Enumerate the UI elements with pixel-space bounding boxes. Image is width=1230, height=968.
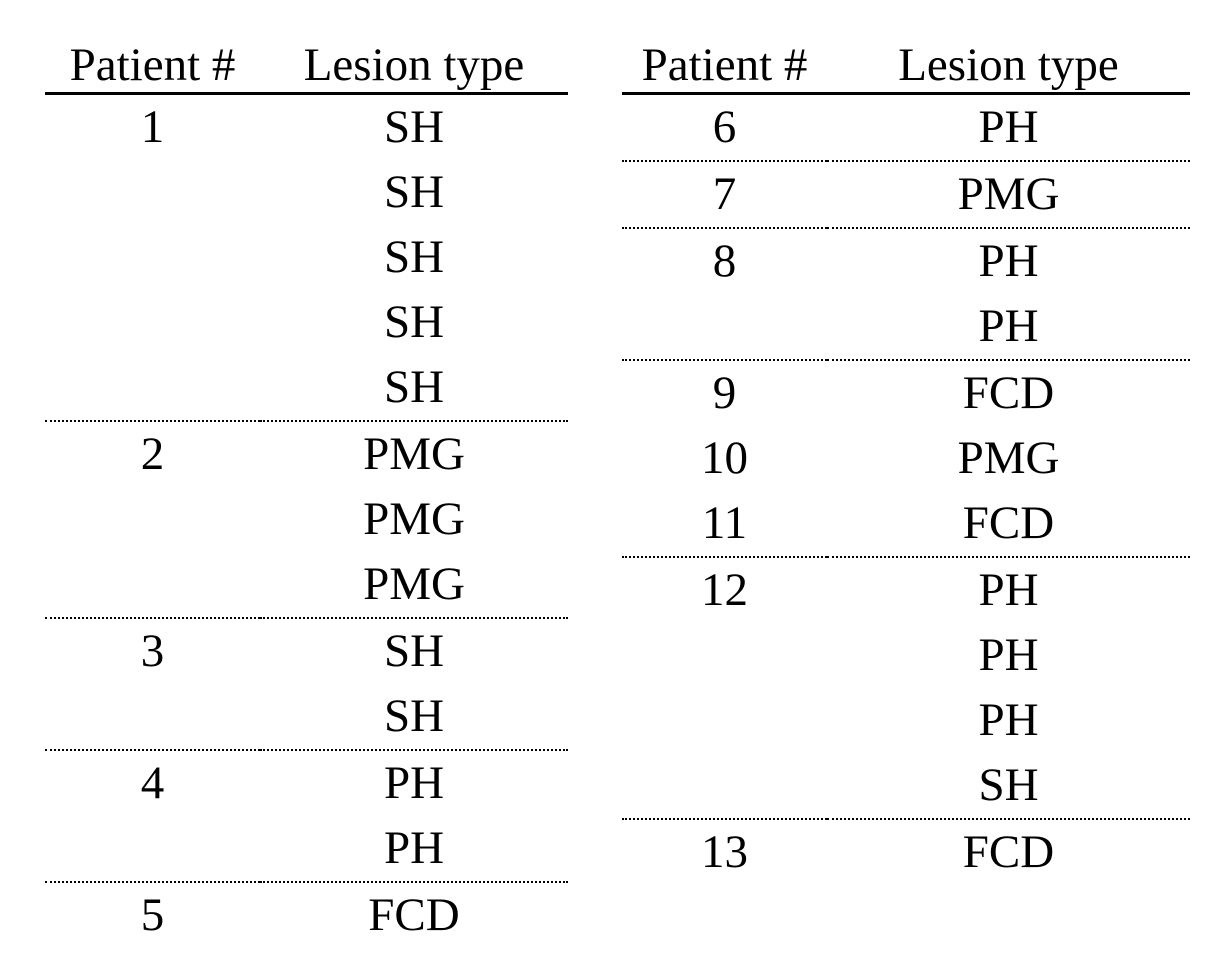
- patient-number-cell: [45, 487, 260, 552]
- lesion-type-cell: PMG: [957, 432, 1060, 484]
- header-row: [622, 38, 1190, 94]
- lesion-type-cell: SH: [383, 361, 445, 413]
- patient-number-cell: 12: [622, 557, 827, 623]
- lesion-type-cell: SH: [260, 618, 568, 684]
- table-row: [45, 552, 568, 618]
- table-row: [622, 753, 1190, 819]
- column-header-lesion-type: Lesion type: [827, 38, 1190, 94]
- patient-number-cell: [45, 290, 260, 355]
- table-row: [45, 750, 568, 816]
- patient-number-cell: [45, 355, 260, 421]
- column-header-patient-number: Patient #: [622, 38, 827, 94]
- patient-number-cell: [45, 160, 260, 225]
- table-row: [622, 161, 1190, 228]
- patient-number-cell: 5: [45, 882, 260, 948]
- patient-number-cell: [622, 688, 827, 753]
- table-row: [45, 816, 568, 882]
- lesion-type-cell: PMG: [827, 161, 1190, 228]
- patient-number-cell: 3: [45, 618, 260, 684]
- table-row: [622, 819, 1190, 885]
- patient-number-cell: 11: [701, 497, 748, 549]
- patient-number-cell: 1: [140, 101, 165, 153]
- patient-table-left: [45, 38, 568, 948]
- patient-table-left-body: [45, 94, 568, 949]
- table-row: [45, 94, 568, 161]
- table-row: [45, 618, 568, 684]
- table-row: [45, 421, 568, 487]
- table-row: [45, 684, 568, 750]
- lesion-type-cell: PH: [978, 694, 1039, 746]
- patient-number-cell: [622, 753, 827, 819]
- lesion-type-cell: SH: [383, 166, 445, 218]
- patient-number-cell: [45, 816, 260, 882]
- table-row: [622, 491, 1190, 557]
- table-row: [45, 355, 568, 421]
- table-row: [622, 360, 1190, 426]
- patient-number-cell: 10: [701, 432, 748, 484]
- patient-number-cell: 9: [622, 360, 827, 426]
- patient-number-cell: 7: [622, 161, 827, 228]
- lesion-type-cell: PH: [383, 822, 445, 874]
- patient-table-right-header: [622, 38, 1190, 94]
- patient-table-left-header: [45, 38, 568, 94]
- table-row: [622, 426, 1190, 491]
- patient-table-right: [622, 38, 1190, 885]
- lesion-type-cell: PH: [978, 101, 1039, 153]
- lesion-type-cell: FCD: [962, 497, 1055, 549]
- lesion-type-cell: PH: [978, 629, 1039, 681]
- lesion-type-cell: FCD: [260, 882, 568, 948]
- lesion-type-cell: SH: [383, 690, 445, 742]
- patient-number-cell: 2: [45, 421, 260, 487]
- table-row: [45, 225, 568, 290]
- table-row: [45, 487, 568, 552]
- patient-table-right-body: [622, 94, 1190, 886]
- patient-number-cell: [622, 623, 827, 688]
- lesion-type-cell: SH: [978, 759, 1039, 811]
- lesion-type-cell: SH: [383, 296, 445, 348]
- lesion-type-cell: PH: [260, 750, 568, 816]
- lesion-type-cell: PMG: [363, 493, 465, 545]
- header-row: [45, 38, 568, 94]
- lesion-type-cell: PH: [978, 300, 1039, 352]
- patient-number-cell: 13: [622, 819, 827, 885]
- table-row: [622, 688, 1190, 753]
- table-row: [622, 557, 1190, 623]
- table-row: [622, 294, 1190, 360]
- lesion-type-cell: SH: [383, 231, 445, 283]
- table-row: [622, 623, 1190, 688]
- patient-number-cell: [45, 552, 260, 618]
- patient-number-cell: [622, 294, 827, 360]
- lesion-type-cell: SH: [383, 101, 445, 153]
- lesion-type-cell: FCD: [827, 360, 1190, 426]
- column-header-patient-number: Patient #: [45, 38, 260, 94]
- patient-number-cell: 8: [622, 228, 827, 294]
- table-row: [45, 882, 568, 948]
- column-header-lesion-type: Lesion type: [260, 38, 568, 94]
- table-row: [622, 228, 1190, 294]
- patient-number-cell: [45, 684, 260, 750]
- lesion-type-cell: PMG: [363, 558, 465, 610]
- patient-number-cell: 4: [45, 750, 260, 816]
- table-row: [622, 94, 1190, 162]
- lesion-type-cell: FCD: [827, 819, 1190, 885]
- lesion-type-cell: PH: [827, 228, 1190, 294]
- table-row: [45, 160, 568, 225]
- table-row: [45, 290, 568, 355]
- patient-number-cell: 6: [712, 101, 737, 153]
- lesion-type-cell: PH: [827, 557, 1190, 623]
- lesion-type-cell: PMG: [260, 421, 568, 487]
- patient-number-cell: [45, 225, 260, 290]
